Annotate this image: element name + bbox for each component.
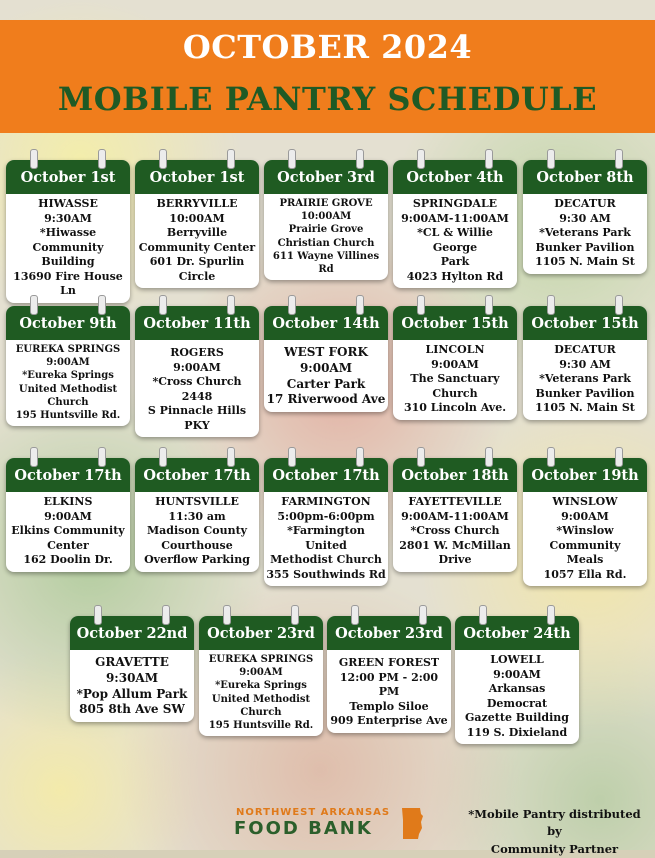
event-time: 9:30AM: [44, 211, 92, 225]
event-card: [393, 458, 517, 572]
event-time: 9:00AM-11:00AM: [401, 509, 509, 523]
event-time: 9:00AM: [46, 357, 90, 369]
event-card: [523, 306, 647, 420]
event-venue: Elkins Community: [11, 524, 125, 538]
event-date: October 15th: [393, 306, 517, 340]
event-venue: Christian Church: [277, 237, 375, 249]
event-date: October 3rd: [264, 160, 388, 194]
event-location: WEST FORK: [284, 345, 368, 359]
event-address: 195 Huntsville Rd.: [15, 409, 121, 421]
event-location: DECATUR: [554, 197, 616, 210]
event-venue: Park: [440, 255, 470, 269]
event-time: 12:00 PM - 2:00 PM: [339, 670, 439, 699]
event-card: [393, 306, 517, 420]
event-venue: Church: [432, 386, 478, 400]
binder-ring: [227, 295, 235, 315]
event-time: 11:30 am: [168, 509, 226, 523]
event-card: [6, 306, 130, 426]
binder-ring: [615, 295, 623, 315]
page-title: OCTOBER 2024: [182, 28, 473, 66]
binder-ring: [417, 149, 425, 169]
binder-ring: [288, 447, 296, 467]
event-venue: Church: [47, 396, 89, 408]
event-card: [523, 160, 647, 274]
event-venue: *Cross Church 2448: [152, 375, 242, 403]
event-venue: *CL & Willie George: [417, 226, 493, 254]
event-location: LINCOLN: [425, 343, 485, 356]
binder-ring: [227, 447, 235, 467]
event-venue: Courthouse: [161, 538, 233, 552]
event-card: [6, 160, 130, 303]
event-address: 1105 N. Main St: [535, 255, 635, 269]
food-bank-logo: [234, 806, 424, 846]
event-card: [264, 160, 388, 280]
event-address: 119 S. Dixieland: [466, 725, 568, 739]
event-date: October 8th: [523, 160, 647, 194]
binder-ring: [547, 447, 555, 467]
binder-ring: [485, 295, 493, 315]
event-card: [6, 458, 130, 572]
event-date: October 14th: [264, 306, 388, 340]
event-venue: *Winslow Community: [549, 524, 621, 552]
event-date: October 1st: [135, 160, 259, 194]
event-venue: *Veterans Park: [539, 372, 631, 386]
binder-ring: [98, 295, 106, 315]
binder-ring: [30, 295, 38, 315]
event-time: 5:00pm-6:00pm: [277, 509, 375, 523]
event-venue: Community Center: [138, 240, 256, 254]
event-venue: Gazette Building: [465, 711, 569, 725]
binder-ring: [288, 149, 296, 169]
event-time: 9:00AM: [173, 360, 221, 374]
binder-ring: [547, 295, 555, 315]
event-card: [393, 160, 517, 288]
event-location: GRAVETTE: [95, 655, 169, 669]
event-location: DECATUR: [554, 343, 616, 356]
event-venue: *Veterans Park: [539, 226, 631, 240]
event-time: 9:00AM: [493, 667, 541, 681]
event-location: SPRINGDALE: [412, 197, 498, 210]
event-address: 162 Doolin Dr.: [23, 553, 113, 567]
event-venue: Arkansas Democrat: [486, 682, 548, 710]
binder-ring: [159, 447, 167, 467]
event-venue: *Pop Allum Park: [76, 686, 188, 701]
binder-ring: [417, 447, 425, 467]
event-date: October 23rd: [199, 616, 323, 650]
binder-ring: [159, 295, 167, 315]
binder-ring: [356, 149, 364, 169]
event-location: GREEN FOREST: [338, 656, 440, 669]
event-location: WINSLOW: [552, 495, 618, 508]
event-date: October 9th: [6, 306, 130, 340]
event-address: 909 Enterprise Ave: [330, 714, 448, 728]
event-location: FAYETTEVILLE: [408, 495, 502, 508]
event-venue: Prairie Grove: [288, 224, 364, 236]
event-card: [135, 160, 259, 288]
event-venue: *Eureka Springs: [22, 370, 114, 382]
event-card: [70, 616, 194, 722]
event-venue: Madison County: [146, 524, 248, 538]
event-date: October 19th: [523, 458, 647, 492]
event-address: Overflow Parking: [144, 553, 250, 567]
binder-ring: [291, 605, 299, 625]
event-time: 9:00AM: [239, 667, 283, 679]
arkansas-state-icon: [400, 806, 424, 840]
logo-name-text: FOOD BANK: [234, 818, 373, 839]
event-address: 4023 Hylton Rd: [406, 269, 504, 283]
event-venue: Bunker Pavilion: [535, 240, 635, 254]
binder-ring: [419, 605, 427, 625]
event-address: 1105 N. Main St: [535, 401, 635, 415]
event-location: BERRYVILLE: [156, 197, 238, 210]
event-venue: Methodist Church: [270, 553, 382, 567]
event-card: [455, 616, 579, 744]
event-date: October 17th: [6, 458, 130, 492]
binder-ring: [615, 149, 623, 169]
binder-ring: [30, 149, 38, 169]
binder-ring: [479, 605, 487, 625]
event-address: 1057 Ella Rd.: [543, 567, 627, 581]
event-address: 310 Lincoln Ave.: [403, 401, 507, 415]
event-venue: Bunker Pavilion: [535, 386, 635, 400]
event-date: October 17th: [135, 458, 259, 492]
event-venue: Meals: [566, 553, 604, 567]
binder-ring: [98, 149, 106, 169]
binder-ring: [30, 447, 38, 467]
event-address: 13690 Fire House Ln: [13, 269, 123, 298]
event-time: 9:30 AM: [559, 357, 611, 371]
event-venue: Templo Siloe: [349, 699, 429, 713]
event-address: 805 8th Ave SW: [79, 702, 185, 717]
event-location: ROGERS: [170, 346, 224, 359]
binder-ring: [547, 605, 555, 625]
event-date: October 24th: [455, 616, 579, 650]
event-venue: United Methodist: [211, 693, 311, 705]
event-location: EUREKA SPRINGS: [208, 654, 314, 665]
event-time: 9:30 AM: [559, 211, 611, 225]
binder-ring: [615, 447, 623, 467]
event-card: [264, 306, 388, 412]
event-card: [264, 458, 388, 586]
binder-ring: [356, 295, 364, 315]
binder-ring: [227, 149, 235, 169]
event-time: 9:30AM: [105, 670, 159, 685]
event-location: FARMINGTON: [281, 495, 371, 508]
event-location: LOWELL: [490, 653, 544, 666]
event-date: October 15th: [523, 306, 647, 340]
event-address: 355 Southwinds Rd: [266, 567, 386, 581]
event-location: ELKINS: [43, 495, 93, 508]
event-date: October 4th: [393, 160, 517, 194]
event-address: 195 Huntsville Rd.: [208, 719, 314, 731]
event-date: October 23rd: [327, 616, 451, 650]
event-address: 611 Wayne Villines Rd: [272, 250, 380, 275]
binder-ring: [417, 295, 425, 315]
event-time: 9:00AM: [44, 509, 92, 523]
event-venue: Church: [240, 706, 282, 718]
event-location: EUREKA SPRINGS: [15, 344, 121, 355]
binder-ring: [94, 605, 102, 625]
event-card: [199, 616, 323, 736]
event-venue: *Hiwasse: [39, 226, 97, 240]
event-venue: Community Building: [32, 240, 104, 269]
event-date: October 17th: [264, 458, 388, 492]
binder-ring: [485, 149, 493, 169]
event-address: 17 Riverwood Ave: [266, 392, 386, 407]
event-venue: *Cross Church: [410, 524, 500, 538]
event-card: [523, 458, 647, 586]
event-address: Drive: [438, 553, 472, 567]
event-card: [135, 458, 259, 572]
event-card: [327, 616, 451, 733]
event-venue: United Methodist: [18, 383, 118, 395]
footnote-line: *Mobile Pantry distributed by: [468, 807, 641, 839]
footnote-line: Community Partner: [490, 841, 619, 856]
event-address: 601 Dr. Spurlin Circle: [149, 255, 245, 283]
event-venue: *Farmington United: [287, 524, 365, 552]
event-venue: *Eureka Springs: [215, 680, 307, 692]
binder-ring: [356, 447, 364, 467]
binder-ring: [223, 605, 231, 625]
event-location: PRAIRIE GROVE: [279, 198, 373, 209]
event-venue: Carter Park: [286, 376, 366, 391]
event-time: 9:00AM: [431, 357, 479, 371]
binder-ring: [162, 605, 170, 625]
event-venue: Berryville: [166, 226, 228, 240]
binder-ring: [98, 447, 106, 467]
binder-ring: [547, 149, 555, 169]
event-address: S Pinnacle Hills PKY: [147, 404, 247, 432]
page-subtitle: MOBILE PANTRY SCHEDULE: [57, 80, 598, 118]
event-time: 10:00AM: [169, 211, 225, 225]
binder-ring: [485, 447, 493, 467]
event-card: [135, 306, 259, 437]
event-date: October 22nd: [70, 616, 194, 650]
binder-ring: [159, 149, 167, 169]
event-date: October 1st: [6, 160, 130, 194]
event-venue: Center: [47, 538, 89, 552]
event-time: 9:00AM: [299, 360, 353, 375]
binder-ring: [351, 605, 359, 625]
event-time: 10:00AM: [300, 211, 352, 223]
event-venue: The Sanctuary: [410, 372, 500, 386]
event-time: 9:00AM-11:00AM: [401, 211, 509, 225]
event-date: October 18th: [393, 458, 517, 492]
event-time: 9:00AM: [561, 509, 609, 523]
binder-ring: [288, 295, 296, 315]
event-address: 2801 W. McMillan: [399, 538, 511, 552]
event-location: HUNTSVILLE: [155, 495, 239, 508]
event-date: October 11th: [135, 306, 259, 340]
event-location: HIWASSE: [38, 197, 98, 210]
logo-region-text: NORTHWEST ARKANSAS: [236, 807, 391, 818]
